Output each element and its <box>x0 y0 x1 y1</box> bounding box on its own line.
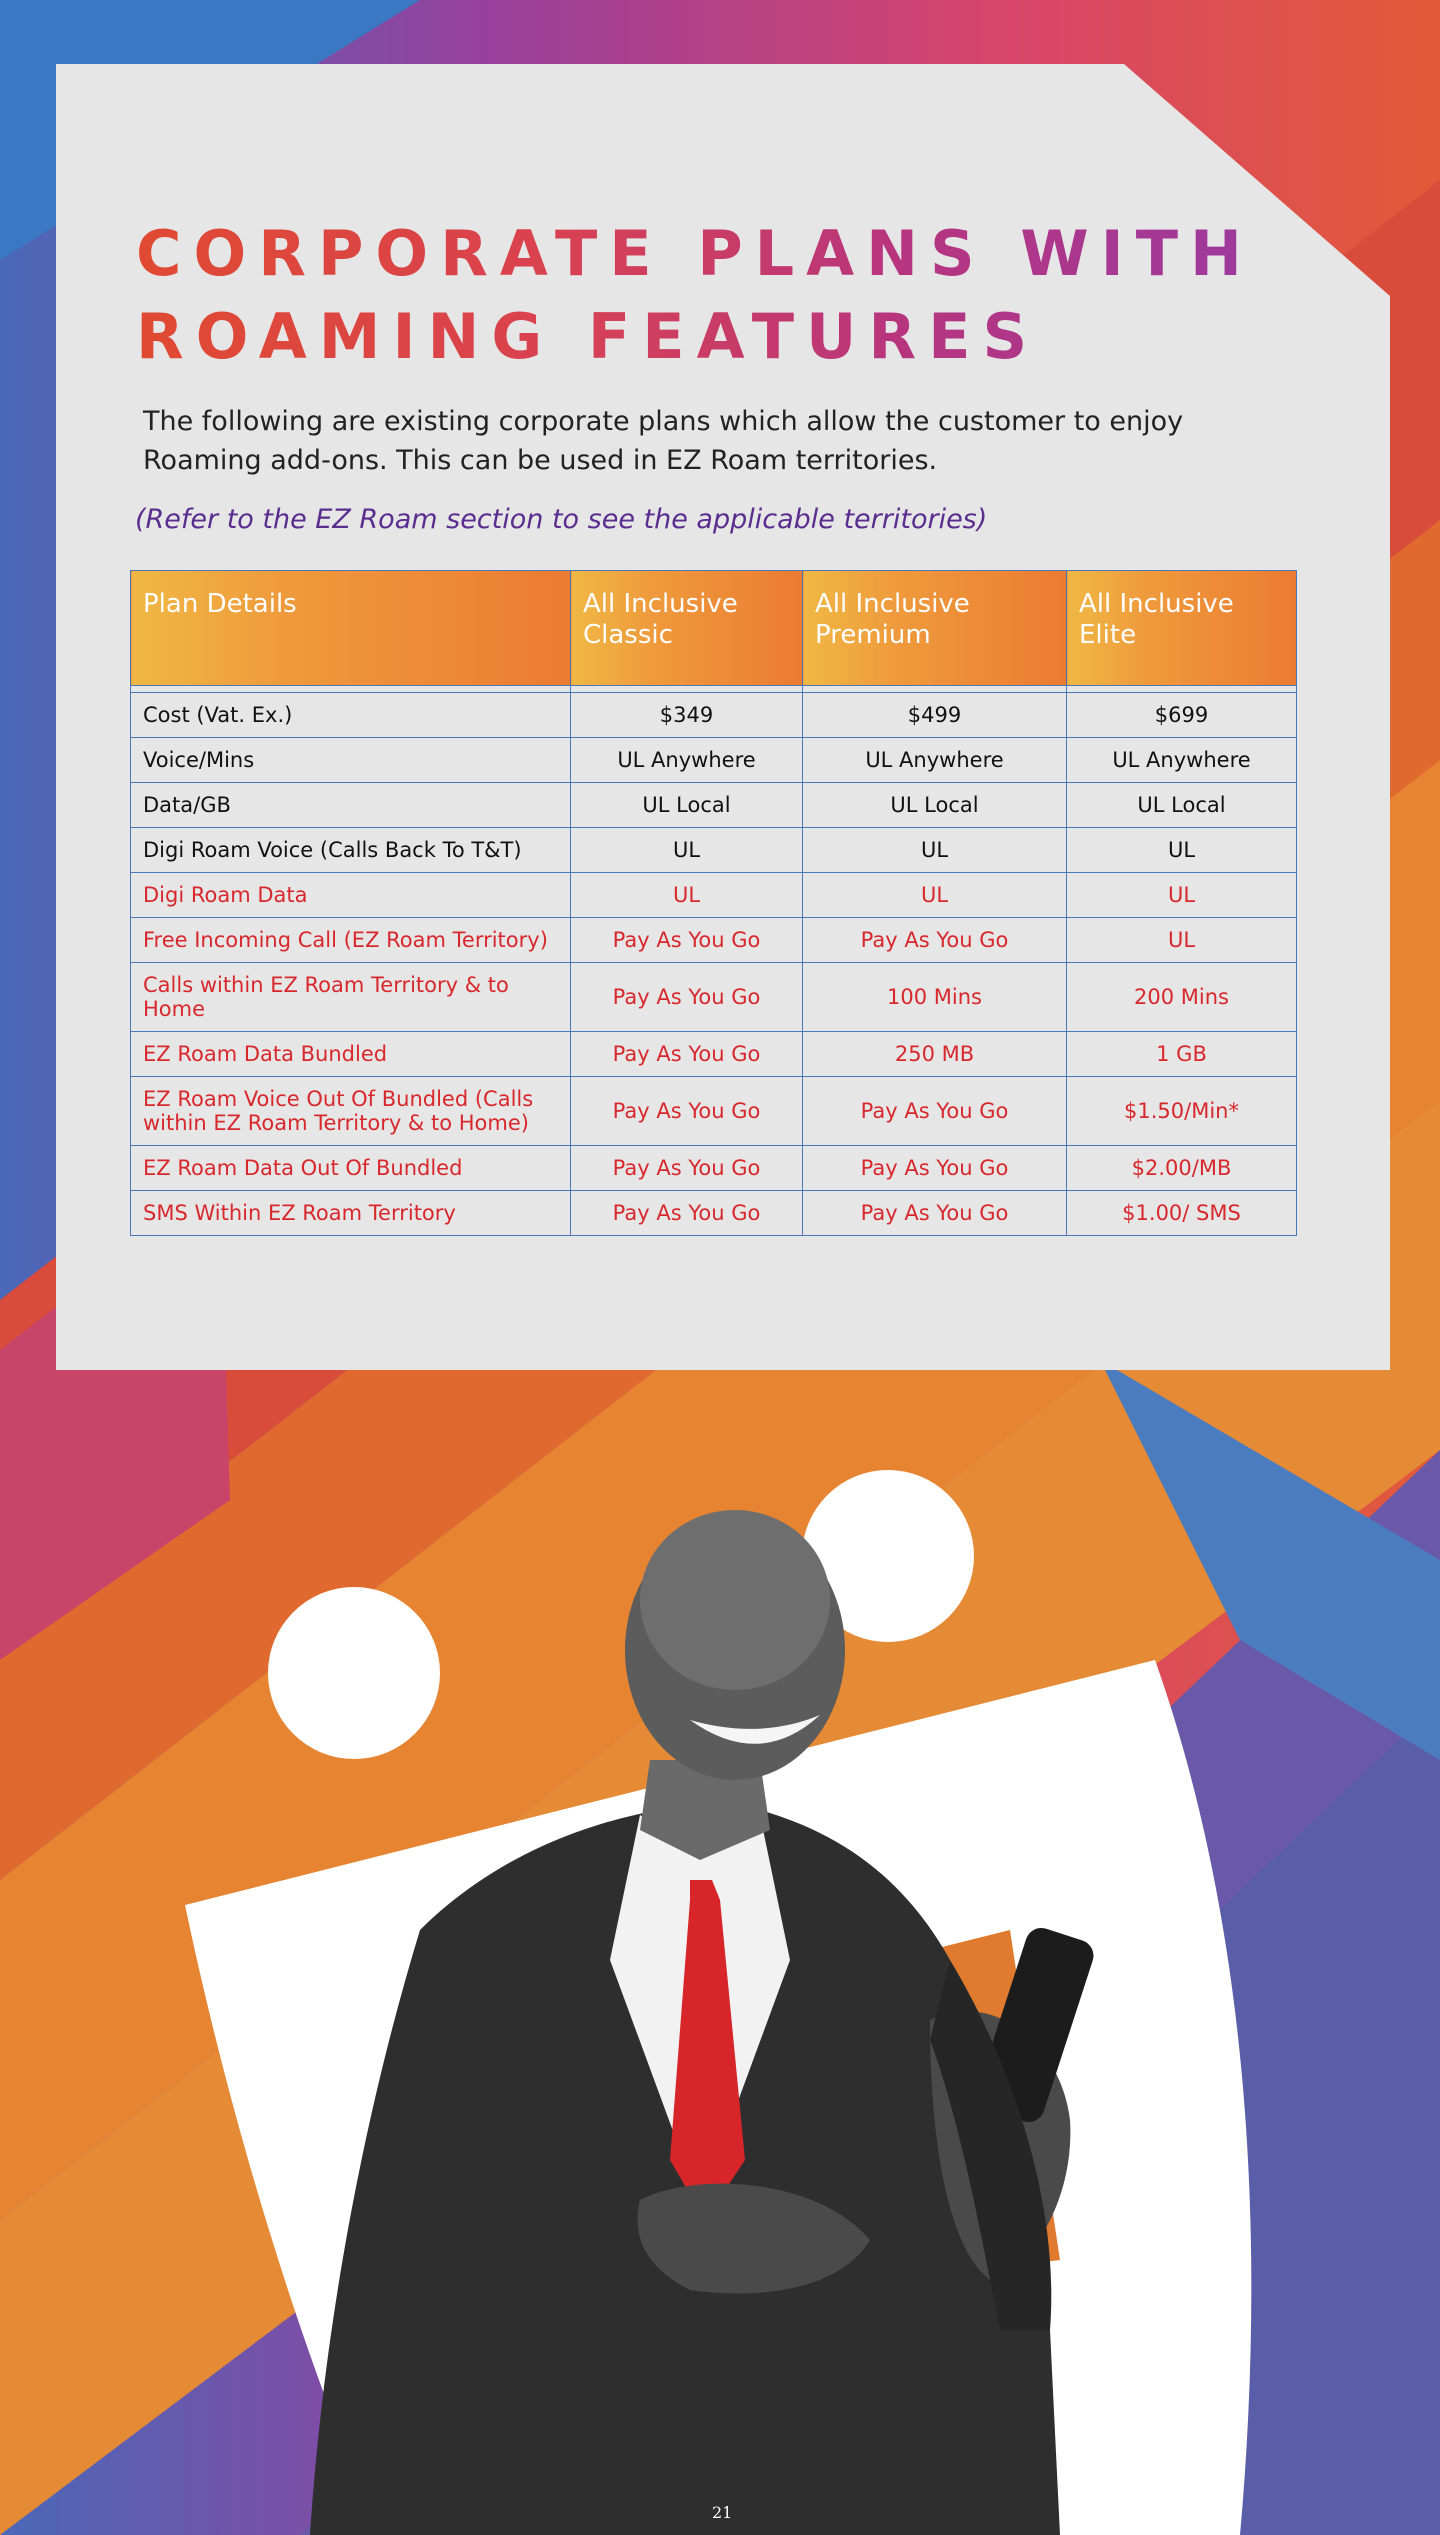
cell-premium: UL Local <box>803 783 1067 828</box>
cell-classic: $349 <box>571 693 803 738</box>
table-row <box>131 828 1297 873</box>
row-label: Digi Roam Voice (Calls Back To T&T) <box>131 828 571 873</box>
table-row <box>131 1191 1297 1236</box>
cell-premium: Pay As You Go <box>803 918 1067 963</box>
row-label: Voice/Mins <box>131 738 571 783</box>
header-elite: All Inclusive Elite <box>1067 571 1297 686</box>
cell-elite: UL Anywhere <box>1067 738 1297 783</box>
cell-elite: $699 <box>1067 693 1297 738</box>
decor-circle-left <box>268 1587 440 1759</box>
row-label: EZ Roam Data Out Of Bundled <box>131 1146 571 1191</box>
cell-elite: 1 GB <box>1067 1032 1297 1077</box>
header-plan-details: Plan Details <box>131 571 571 686</box>
row-label: Data/GB <box>131 783 571 828</box>
cell-premium: UL Anywhere <box>803 738 1067 783</box>
table-row <box>131 963 1297 1032</box>
cell-premium: UL <box>803 873 1067 918</box>
table-row <box>131 738 1297 783</box>
refer-note: (Refer to the EZ Roam section to see the applicable territories) <box>135 504 988 535</box>
row-label: Cost (Vat. Ex.) <box>131 693 571 738</box>
page-number: 21 <box>712 2503 733 2522</box>
cell-premium: Pay As You Go <box>803 1191 1067 1236</box>
cell-elite: $2.00/MB <box>1067 1146 1297 1191</box>
row-label: Calls within EZ Roam Territory & to Home <box>131 963 571 1032</box>
cell-elite: $1.00/ SMS <box>1067 1191 1297 1236</box>
cell-classic: UL <box>571 873 803 918</box>
cell-classic: Pay As You Go <box>571 1032 803 1077</box>
page-title: CORPORATE PLANS WITH ROAMING FEATURES <box>136 212 1296 378</box>
cell-classic: UL Anywhere <box>571 738 803 783</box>
cell-classic: Pay As You Go <box>571 1146 803 1191</box>
table-row <box>131 783 1297 828</box>
cell-classic: UL Local <box>571 783 803 828</box>
cell-premium: 100 Mins <box>803 963 1067 1032</box>
cell-premium: Pay As You Go <box>803 1146 1067 1191</box>
table-header-row <box>131 571 1297 686</box>
cell-premium: $499 <box>803 693 1067 738</box>
cell-elite: UL <box>1067 918 1297 963</box>
row-label: EZ Roam Voice Out Of Bundled (Calls within EZ Roam Territory & to Home) <box>131 1077 571 1146</box>
cell-elite: $1.50/Min* <box>1067 1077 1297 1146</box>
cell-classic: Pay As You Go <box>571 1077 803 1146</box>
cell-classic: Pay As You Go <box>571 918 803 963</box>
table-row <box>131 918 1297 963</box>
businessman-photo <box>0 1380 1440 2535</box>
row-label: EZ Roam Data Bundled <box>131 1032 571 1077</box>
header-premium: All Inclusive Premium <box>803 571 1067 686</box>
table-row <box>131 1146 1297 1191</box>
cell-classic: Pay As You Go <box>571 1191 803 1236</box>
cell-classic: UL <box>571 828 803 873</box>
plans-table <box>130 570 1297 1236</box>
table-row <box>131 1032 1297 1077</box>
table-row <box>131 873 1297 918</box>
row-label: Digi Roam Data <box>131 873 571 918</box>
table-row <box>131 693 1297 738</box>
row-label: Free Incoming Call (EZ Roam Territory) <box>131 918 571 963</box>
cell-premium: 250 MB <box>803 1032 1067 1077</box>
cell-premium: Pay As You Go <box>803 1077 1067 1146</box>
cell-elite: UL <box>1067 873 1297 918</box>
header-classic: All Inclusive Classic <box>571 571 803 686</box>
table-row <box>131 1077 1297 1146</box>
cell-classic: Pay As You Go <box>571 963 803 1032</box>
intro-paragraph: The following are existing corporate plans which allow the customer to enjoy Roaming add-ons. This can be used in EZ Roam territories. <box>143 406 1184 476</box>
cell-premium: UL <box>803 828 1067 873</box>
row-label: SMS Within EZ Roam Territory <box>131 1191 571 1236</box>
cell-elite: 200 Mins <box>1067 963 1297 1032</box>
cell-elite: UL Local <box>1067 783 1297 828</box>
cell-elite: UL <box>1067 828 1297 873</box>
